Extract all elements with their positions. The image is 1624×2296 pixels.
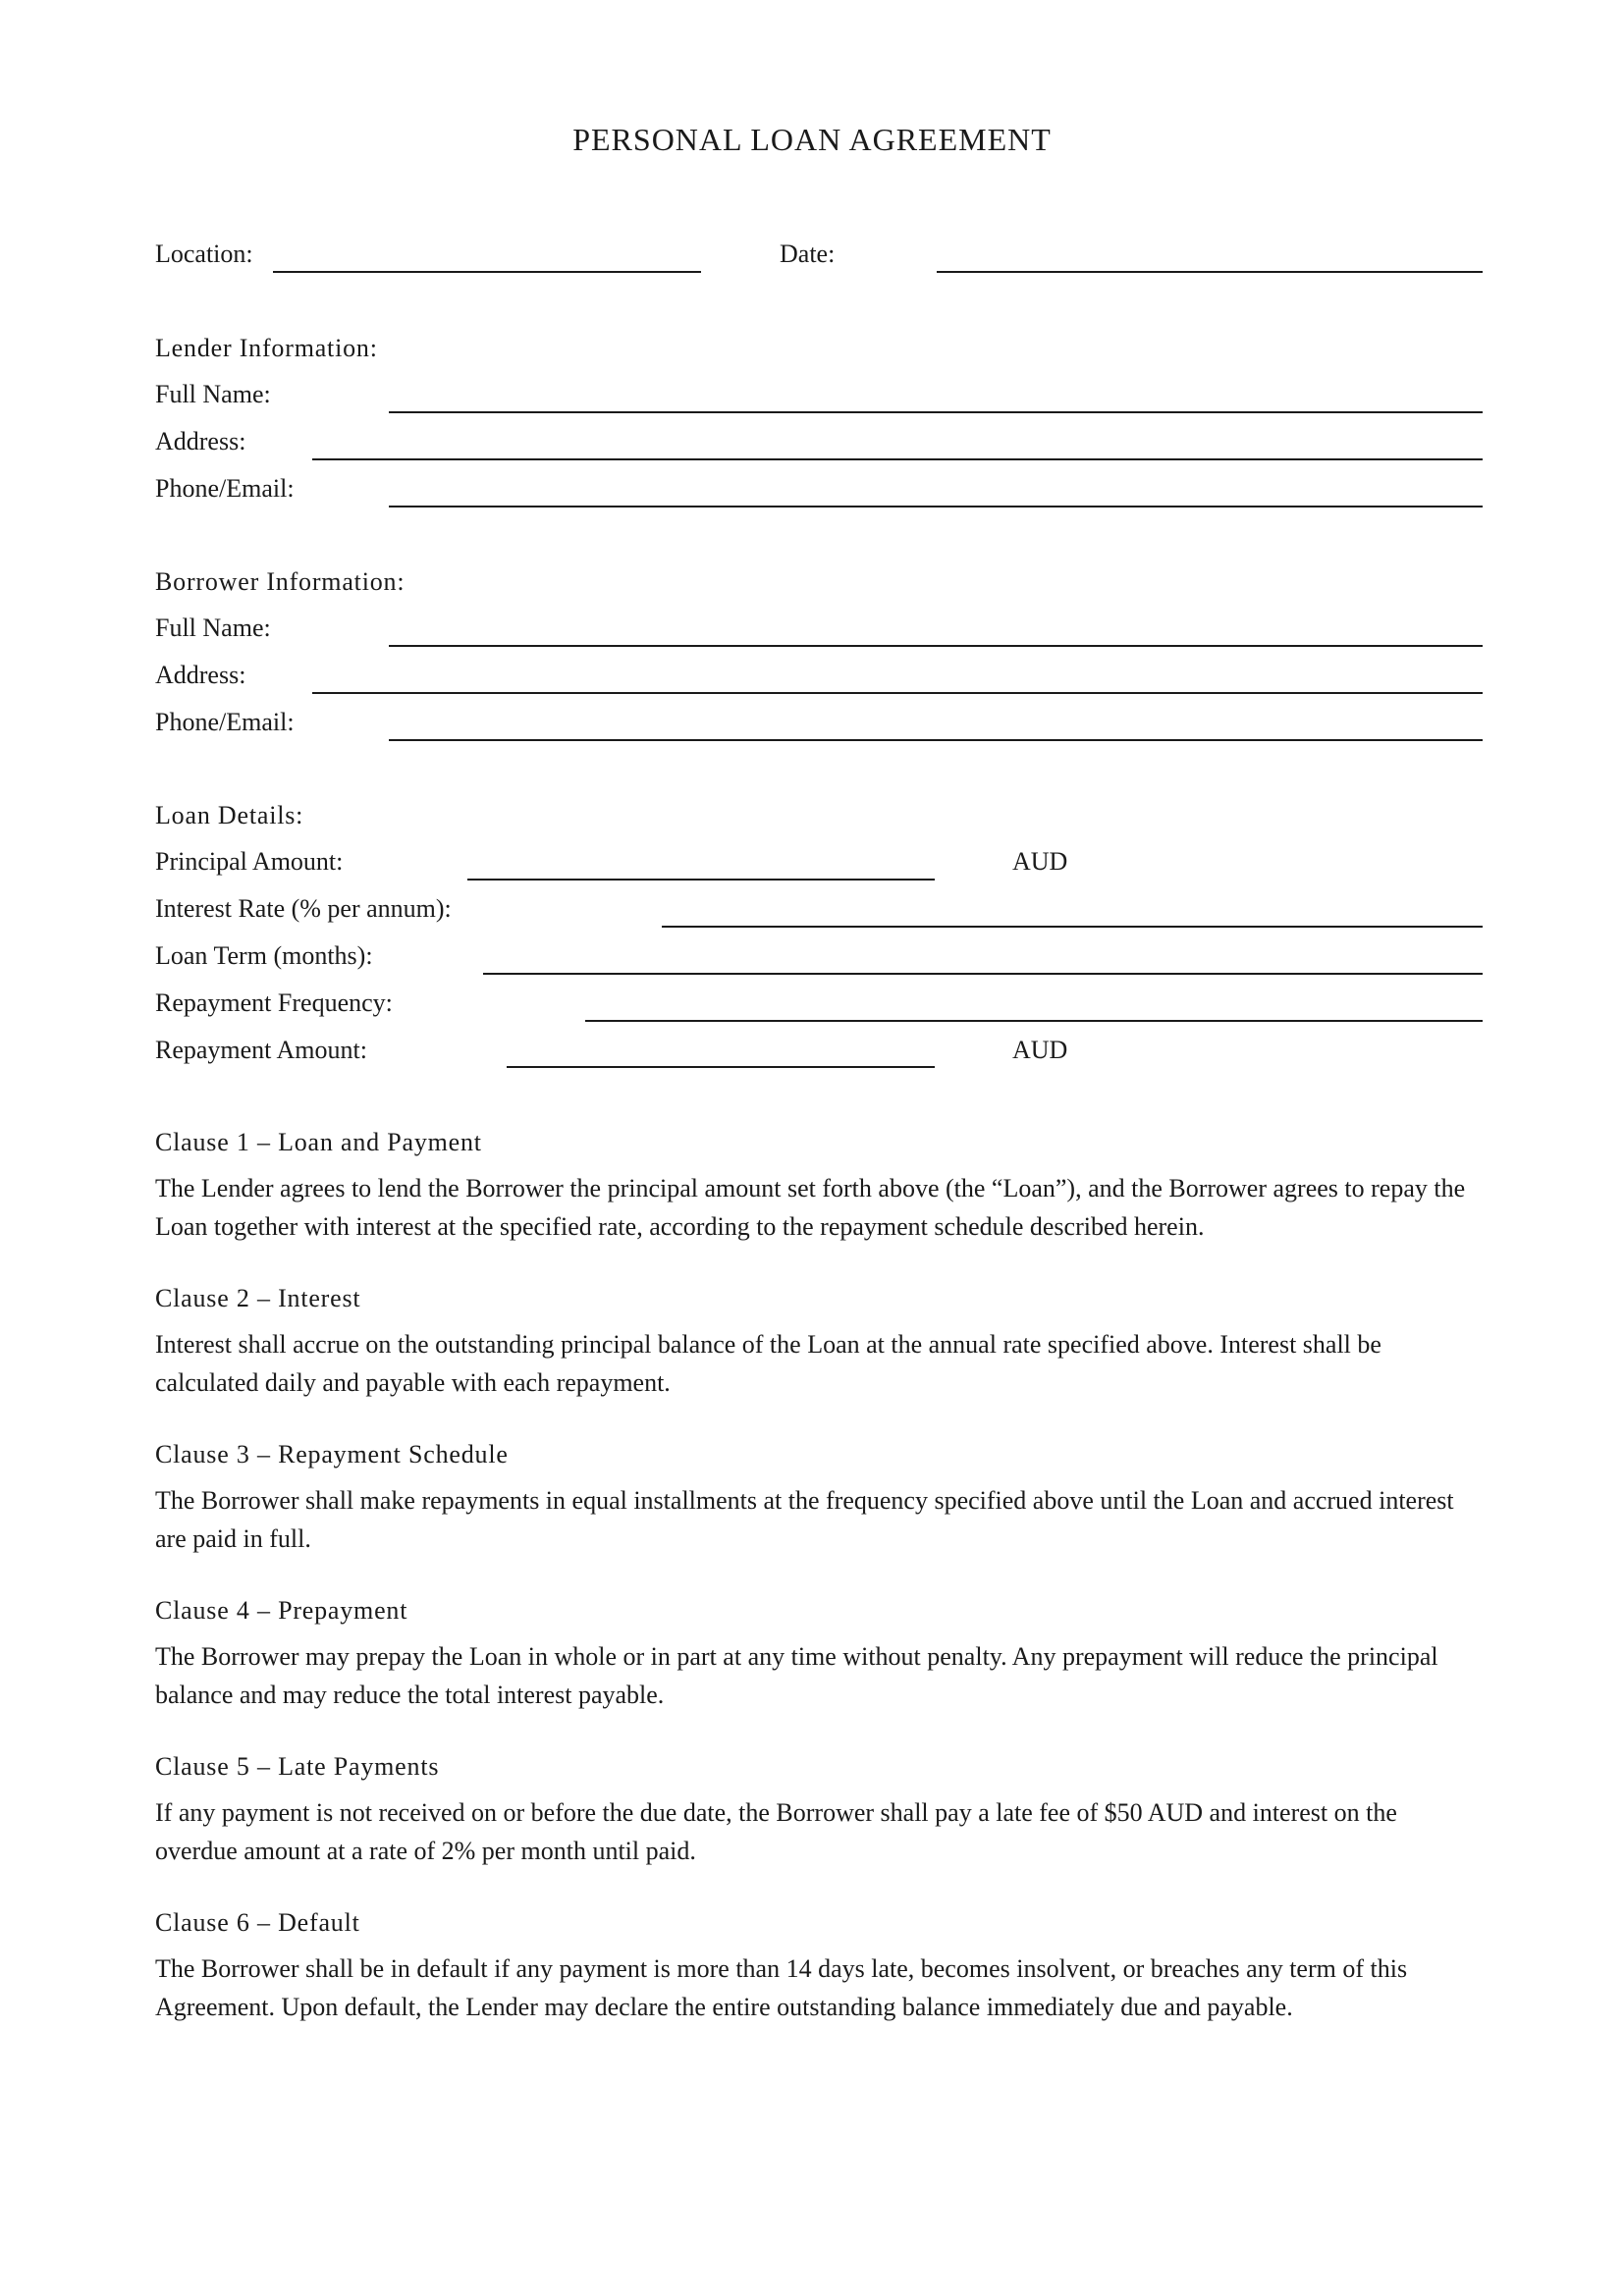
clause-text: The Borrower may prepay the Loan in whole or in part at any time without penalty. Any prepayment will reduce the principal balance and may reduce the total interest payable. xyxy=(155,1642,1438,1709)
repayment-frequency-label: Repayment Frequency: xyxy=(155,988,393,1017)
lender-heading: Lender Information: xyxy=(155,334,378,362)
repayment-frequency-field[interactable] xyxy=(585,1020,1483,1022)
location-field[interactable] xyxy=(273,271,701,273)
repayment-amount-label: Repayment Amount: xyxy=(155,1036,367,1064)
borrower-heading: Borrower Information: xyxy=(155,567,406,596)
clause-text: The Borrower shall make repayments in equal installments at the frequency specified above until the Loan and accrued interest are paid in full. xyxy=(155,1486,1454,1553)
interest-rate-label: Interest Rate (% per annum): xyxy=(155,894,452,923)
date-label: Date: xyxy=(780,240,836,268)
clause-text: The Borrower shall be in default if any payment is more than 14 days late, becomes insolvent, or breaches any term of this Agreement. Upon default, the Lender may declare the entire outstanding balance immediately due and payable. xyxy=(155,1954,1408,2021)
loan-heading: Loan Details: xyxy=(155,801,304,829)
lender-address-label: Address: xyxy=(155,427,246,455)
lender-phone-email-field[interactable] xyxy=(389,506,1483,507)
repayment-amount-field[interactable] xyxy=(507,1066,935,1068)
borrower-full-name-field[interactable] xyxy=(389,645,1483,647)
clause-text: Interest shall accrue on the outstanding principal balance of the Loan at the annual rate specified above. Interest shall be calculated daily and payable with each repayment. xyxy=(155,1330,1381,1397)
loan-term-label: Loan Term (months): xyxy=(155,941,373,970)
principal-currency: AUD xyxy=(1012,847,1068,876)
borrower-full-name-label: Full Name: xyxy=(155,614,271,642)
lender-phone-email-label: Phone/Email: xyxy=(155,474,295,503)
borrower-phone-email-field[interactable] xyxy=(389,739,1483,741)
clause-heading: Clause 2 – Interest xyxy=(155,1284,361,1312)
clause-heading: Clause 6 – Default xyxy=(155,1908,360,1937)
borrower-address-field[interactable] xyxy=(312,692,1483,694)
clause-text: If any payment is not received on or before the due date, the Borrower shall pay a late fee of $50 AUD and interest on the overdue amount at a rate of 2% per month until paid. xyxy=(155,1798,1397,1865)
principal-amount-label: Principal Amount: xyxy=(155,847,344,876)
repayment-currency: AUD xyxy=(1012,1036,1068,1064)
document-title: PERSONAL LOAN AGREEMENT xyxy=(572,122,1052,157)
lender-address-field[interactable] xyxy=(312,458,1483,460)
clause-heading: Clause 4 – Prepayment xyxy=(155,1596,408,1625)
clause-heading: Clause 3 – Repayment Schedule xyxy=(155,1440,509,1468)
borrower-phone-email-label: Phone/Email: xyxy=(155,708,295,736)
loan-term-field[interactable] xyxy=(483,973,1483,975)
clause-heading: Clause 1 – Loan and Payment xyxy=(155,1128,482,1156)
lender-full-name-field[interactable] xyxy=(389,411,1483,413)
borrower-address-label: Address: xyxy=(155,661,246,689)
principal-amount-field[interactable] xyxy=(467,879,935,881)
date-field[interactable] xyxy=(937,271,1483,273)
clause-heading: Clause 5 – Late Payments xyxy=(155,1752,440,1781)
interest-rate-field[interactable] xyxy=(662,926,1483,928)
lender-full-name-label: Full Name: xyxy=(155,380,271,408)
clause-text: The Lender agrees to lend the Borrower the principal amount set forth above (the “Loan”), and the Borrower agrees to repay the Loan together with interest at the specified rate, according to the repayment schedule described herein. xyxy=(155,1174,1466,1241)
location-label: Location: xyxy=(155,240,253,268)
